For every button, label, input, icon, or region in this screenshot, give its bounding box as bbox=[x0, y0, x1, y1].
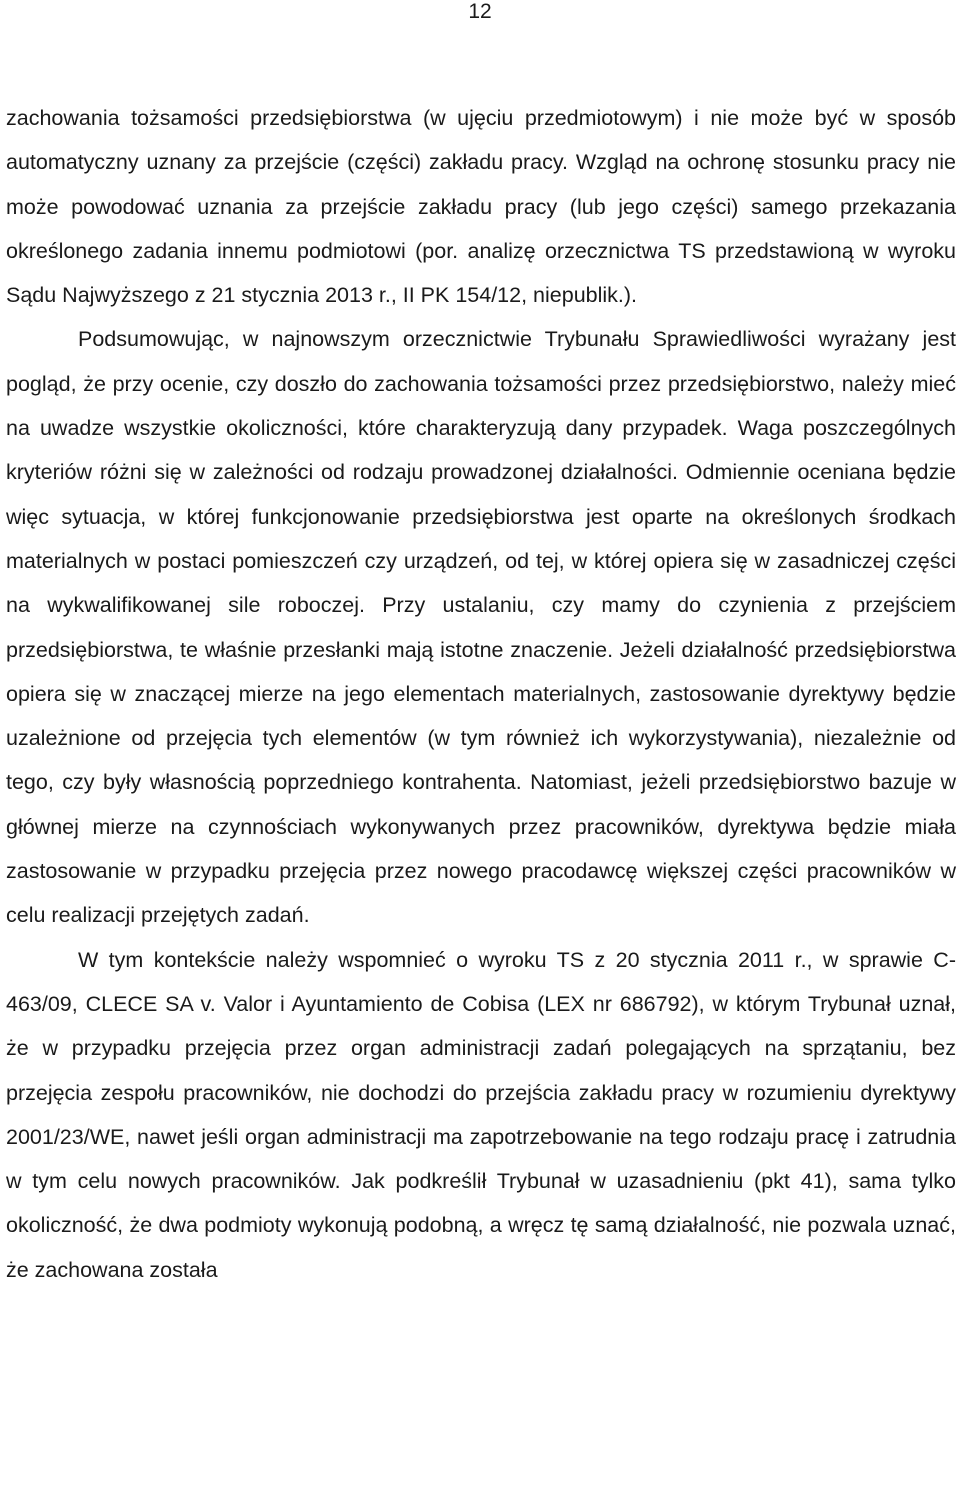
paragraph-2: Podsumowując, w najnowszym orzecznictwie Trybunału Sprawiedliwości wyrażany jest pogląd, że przy ocenie, czy doszło do zachowania tożsamości przez przedsiębiorstwo, należy mieć na uwadze wszystkie okoliczności, które charakteryzują dany przypadek. Waga poszczególnych kryteriów różni się w zależności od rodzaju prowadzonej działalności. Odmiennie oceniana będzie więc sytuacja, w której funkcjonowanie przedsiębiorstwa jest oparte na określonych środkach materialnych w postaci pomieszczeń czy urządzeń, od tej, w której opiera się w zasadniczej części na wykwalifikowanej sile roboczej. Przy ustalaniu, czy mamy do czynienia z przejściem przedsiębiorstwa, te właśnie przesłanki mają istotne znaczenie. Jeżeli działalność przedsiębiorstwa opiera się w znaczącej mierze na jego elementach materialnych, zastosowanie dyrektywy będzie uzależnione od przejęcia tych elementów (w tym również ich wykorzystywania), niezależnie od tego, czy były własnością poprzedniego kontrahenta. Natomiast, jeżeli przedsiębiorstwo bazuje w głównej mierze na czynnościach wykonywanych przez pracowników, dyrektywa będzie miała zastosowanie w przypadku przejęcia przez nowego pracodawcę większej części pracowników w celu realizacji przejętych zadań. bbox=[6, 327, 956, 928]
paragraph-3: W tym kontekście należy wspomnieć o wyroku TS z 20 stycznia 2011 r., w sprawie C-463/09, CLECE SA v. Valor i Ayuntamiento de Cobisa (LEX nr 686792), w którym Trybunał uznał, że w przypadku przejęcia przez organ administracji zadań polegających na sprzątaniu, bez przejęcia zespołu pracowników, nie dochodzi do przejścia zakładu pracy w rozumieniu dyrektywy 2001/23/WE, nawet jeśli organ administracji ma zapotrzebowanie na tego rodzaju pracę i zatrudnia w tym celu nowych pracowników. Jak podkreślił Trybunał w uzasadnieniu (pkt 41), sama tylko okoliczność, że dwa podmioty wykonują podobną, a wręcz tę samą działalność, nie pozwala uznać, że zachowana została bbox=[6, 947, 956, 1282]
paragraph-1: zachowania tożsamości przedsiębiorstwa (w ujęciu przedmiotowym) i nie może być w sposób automatyczny uznany za przejście (części) zakładu pracy. Wzgląd na ochronę stosunku pracy nie może powodować uznania za przejście zakładu pracy (lub jego części) samego przekazania określonego zadania innemu podmiotowi (por. analizę orzecznictwa TS przedstawioną w wyroku Sądu Najwyższego z 21 stycznia 2013 r., II PK 154/12, niepublik.). bbox=[6, 106, 956, 308]
document-body bbox=[6, 96, 956, 1292]
page-number: 12 bbox=[468, 0, 492, 23]
